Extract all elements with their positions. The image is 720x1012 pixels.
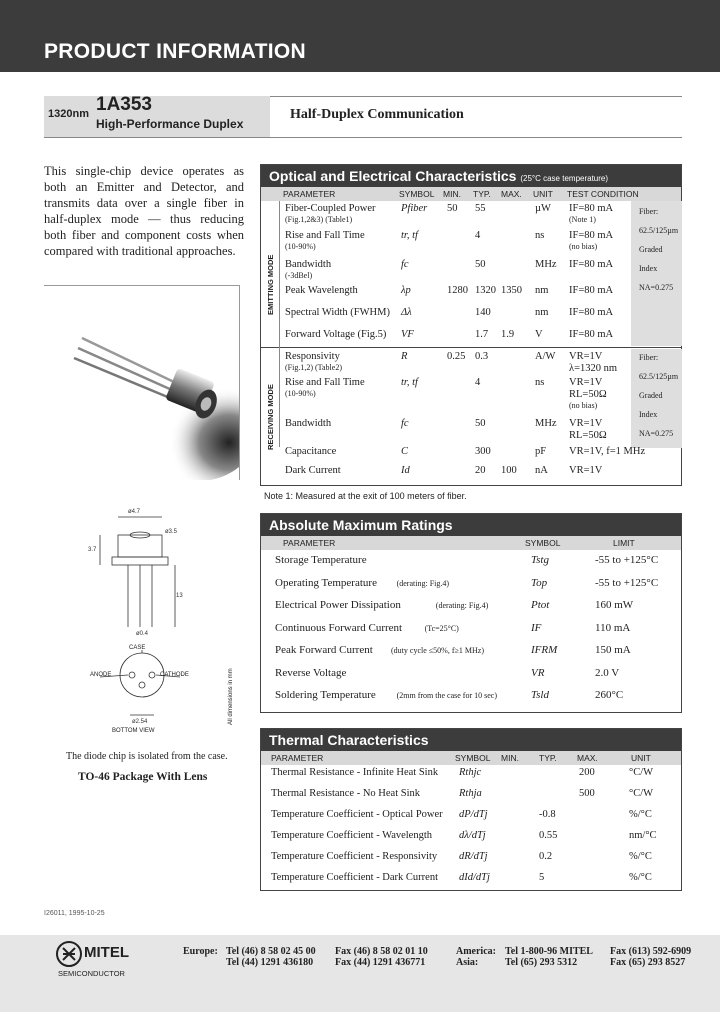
part-subtitle: High-Performance Duplex	[96, 117, 244, 131]
thermal-characteristics-table	[260, 728, 682, 891]
emit-unit: ns	[535, 230, 545, 241]
recv-symbol: Id	[401, 465, 410, 476]
optical-column-headers	[261, 187, 681, 201]
emit-typ: 4	[475, 230, 481, 241]
thermal-param: Temperature Coefficient - Dark Current	[271, 872, 439, 883]
amr-symbol: Tstg	[531, 554, 549, 566]
emit-unit: nm	[535, 307, 549, 318]
emit-param-note: (10-90%)	[285, 242, 316, 251]
recv-symbol: C	[401, 446, 409, 457]
recv-test: VR=1V, f=1 MHz	[569, 446, 646, 457]
th-col-max: MAX.	[577, 753, 598, 763]
recv-test-2: RL=50Ω	[569, 430, 607, 441]
emitting-mode-label: EMITTING MODE	[266, 254, 275, 315]
thermal-symbol: dλ/dTj	[459, 830, 486, 841]
thermal-symbol: Rthja	[459, 788, 482, 799]
america-label: America:	[456, 946, 496, 957]
amr-param-note: (Tc=25°C)	[424, 623, 459, 633]
amr-param-note: (derating: Fig.4)	[435, 601, 489, 610]
col-typ: TYP.	[473, 189, 491, 199]
amr-symbol: Tsld	[531, 689, 549, 701]
amr-param: Reverse Voltage	[275, 666, 347, 679]
emit-param: Bandwidth	[285, 259, 332, 270]
recv-param: Responsivity	[285, 351, 340, 362]
amr-limit: -55 to +125°C	[595, 554, 659, 566]
emit-param: Peak Wavelength	[285, 285, 358, 296]
recv-unit: MHz	[535, 418, 557, 429]
amr-col-parameter: PARAMETER	[283, 538, 336, 548]
thermal-typ: 5	[539, 872, 545, 883]
dimensions-note: All dimensions in mm	[228, 668, 234, 725]
recv-min: 0.25	[447, 351, 466, 362]
brand-subtitle: SEMICONDUCTOR	[58, 969, 125, 978]
amr-col-limit: LIMIT	[613, 538, 635, 548]
emit-typ: 50	[475, 259, 486, 270]
page-title: PRODUCT INFORMATION	[44, 40, 306, 63]
asia-fax: Fax (65) 293 8527	[610, 957, 686, 968]
th-col-symbol: SYMBOL	[455, 753, 491, 763]
amr-limit: 2.0 V	[595, 666, 620, 679]
amr-param: Peak Forward Current	[275, 644, 373, 656]
th-col-typ: TYP.	[539, 753, 557, 763]
europe-fax-1: Fax (46) 8 58 02 01 10	[335, 946, 428, 957]
recv-typ: 0.3	[475, 351, 489, 362]
recv-max: 100	[501, 465, 517, 476]
thermal-param: Temperature Coefficient - Optical Power	[271, 809, 443, 820]
optical-table-note: (25°C case temperature)	[520, 174, 609, 183]
emit-param-note: (Fig.1,2&3) (Table1)	[285, 215, 353, 224]
recv-fiber-line: 62.5/125µm	[639, 372, 679, 381]
recv-symbol: fc	[401, 418, 409, 429]
thermal-unit: °C/W	[629, 788, 654, 799]
recv-symbol: tr, tf	[401, 377, 418, 388]
recv-typ: 20	[475, 465, 486, 476]
package-caption: TO-46 Package With Lens	[78, 771, 208, 783]
emit-param: Fiber-Coupled Power	[285, 203, 376, 214]
case-label: CASE	[129, 645, 146, 651]
emit-fiber-line: Fiber:	[639, 207, 659, 216]
recv-param: Rise and Fall Time	[285, 377, 365, 388]
header-rule-bottom	[44, 137, 682, 138]
europe-fax-2: Fax (44) 1291 436771	[335, 957, 426, 968]
amr-symbol: Top	[531, 576, 548, 589]
emit-typ: 140	[475, 307, 491, 318]
thermal-param: Thermal Resistance - Infinite Heat Sink	[271, 767, 439, 778]
emit-unit: V	[535, 329, 543, 340]
header-rule	[270, 96, 682, 97]
amr-symbol: Ptot	[531, 599, 550, 611]
emit-test: IF=80 mA	[569, 230, 614, 241]
emit-symbol: fc	[401, 259, 409, 270]
svg-text:ø2.54: ø2.54	[132, 719, 148, 725]
svg-text:3.7: 3.7	[88, 547, 97, 553]
receiving-mode-label: RECEIVING MODE	[266, 384, 275, 450]
product-title: Half-Duplex Communication	[290, 107, 464, 122]
america-fax: Fax (613) 592-6909	[610, 946, 692, 957]
thermal-param: Thermal Resistance - No Heat Sink	[271, 788, 420, 799]
asia-label: Asia:	[456, 957, 479, 968]
thermal-unit: nm/°C	[629, 830, 657, 841]
amr-header: Absolute Maximum Ratings	[261, 514, 681, 536]
amr-limit: 150 mA	[595, 644, 631, 656]
recv-param: Capacitance	[285, 446, 337, 457]
recv-typ: 4	[475, 377, 481, 388]
col-unit: UNIT	[533, 189, 553, 199]
emit-test: IF=80 mA	[569, 203, 614, 214]
emit-param: Rise and Fall Time	[285, 230, 365, 241]
recv-fiber-line: NA=0.275	[639, 429, 674, 438]
thermal-param: Temperature Coefficient - Responsivity	[271, 851, 438, 862]
thermal-max: 500	[579, 788, 595, 799]
emit-min: 1280	[447, 285, 468, 296]
svg-text:ø3.5: ø3.5	[165, 529, 178, 535]
recv-fiber-line: Graded	[639, 391, 663, 400]
emit-test-note: (no bias)	[569, 242, 598, 251]
optical-electrical-table	[260, 164, 682, 486]
europe-tel-2: Tel (44) 1291 436180	[226, 957, 314, 968]
thermal-unit: %/°C	[629, 872, 652, 883]
emit-symbol: Δλ	[401, 307, 412, 318]
footnote-1: Note 1: Measured at the exit of 100 meters of fiber.	[264, 491, 467, 501]
recv-param-note: (Fig.1,2) (Table2)	[285, 363, 342, 372]
emit-param-note: (-3dBel)	[285, 271, 313, 280]
recv-test-2: λ=1320 nm	[569, 363, 618, 374]
col-test-condition: TEST CONDITION	[567, 189, 639, 199]
th-col-min: MIN.	[501, 753, 519, 763]
recv-unit: A/W	[535, 351, 556, 362]
amr-symbol: VR	[531, 666, 545, 679]
recv-test: VR=1V	[569, 465, 603, 476]
amr-limit: 160 mW	[595, 599, 634, 611]
optical-table-title: Optical and Electrical Characteristics	[269, 168, 517, 184]
col-max: MAX.	[501, 189, 522, 199]
amr-limit: -55 to +125°C	[595, 576, 659, 589]
absolute-max-ratings-table	[260, 513, 682, 713]
emit-symbol: tr, tf	[401, 230, 418, 241]
europe-label: Europe:	[183, 946, 218, 957]
svg-text:13: 13	[176, 593, 183, 599]
th-col-unit: UNIT	[631, 753, 651, 763]
recv-param: Bandwidth	[285, 418, 332, 429]
isolation-note: The diode chip is isolated from the case.	[66, 751, 228, 762]
col-min: MIN.	[443, 189, 461, 199]
mode-divider	[261, 347, 681, 348]
cathode-label: CATHODE	[160, 672, 189, 678]
thermal-column-headers	[261, 751, 681, 765]
thermal-unit: °C/W	[629, 767, 654, 778]
emit-test: IF=80 mA	[569, 329, 614, 340]
recv-unit: ns	[535, 377, 545, 388]
amr-param: Soldering Temperature	[275, 689, 376, 701]
product-photo	[44, 285, 240, 480]
thermal-param: Temperature Coefficient - Wavelength	[271, 830, 433, 841]
amr-param-note: (duty cycle ≤50%, f≥1 MHz)	[391, 646, 484, 655]
amr-param-note: (derating: Fig.4)	[396, 578, 450, 588]
thermal-header: Thermal Characteristics	[261, 729, 681, 751]
recv-test-2: RL=50Ω	[569, 389, 607, 400]
optical-table-header	[261, 165, 681, 187]
emit-test: IF=80 mA	[569, 307, 614, 318]
recv-unit: nA	[535, 465, 548, 476]
mode-column-rule	[279, 201, 280, 447]
emit-min: 50	[447, 203, 458, 214]
svg-text:ø4.7: ø4.7	[128, 509, 141, 515]
amr-col-symbol: SYMBOL	[525, 538, 561, 548]
thermal-symbol: dP/dTj	[459, 809, 488, 820]
emit-test: IF=80 mA	[569, 259, 614, 270]
bottom-view-label: BOTTOM VIEW	[112, 728, 155, 734]
recv-param-note: (10-90%)	[285, 389, 316, 398]
document-id: I26011, 1995-10-25	[44, 910, 105, 917]
emit-typ: 1.7	[475, 329, 489, 340]
amr-param-note: (2mm from the case for 10 sec)	[396, 691, 497, 700]
intro-paragraph: This single-chip device operates as both an Emitter and Detector, and transmits data over a single fiber in half-duplex mode — thus reducing both fiber and component costs when compared with traditional approaches.	[44, 164, 244, 259]
thermal-max: 200	[579, 767, 595, 778]
thermal-symbol: Rthjc	[459, 767, 482, 778]
thermal-symbol: dR/dTj	[459, 851, 488, 862]
amr-limit: 110 mA	[595, 621, 631, 634]
emit-param: Spectral Width (FWHM)	[285, 307, 390, 318]
thermal-symbol: dId/dTj	[459, 872, 490, 883]
package-drawing	[60, 505, 250, 745]
recv-symbol: R	[401, 351, 408, 362]
emit-fiber-shade	[631, 201, 682, 346]
amr-symbol: IFRM	[531, 644, 558, 656]
recv-test: VR=1V	[569, 377, 603, 388]
amr-limit: 260°C	[595, 689, 624, 701]
emit-param: Forward Voltage (Fig.5)	[285, 329, 387, 340]
thermal-unit: %/°C	[629, 851, 652, 862]
amr-param: Electrical Power Dissipation	[275, 599, 401, 611]
brand-name: MITEL	[84, 944, 129, 961]
emit-unit: nm	[535, 285, 549, 296]
emit-symbol: VF	[401, 329, 414, 340]
recv-unit: pF	[535, 446, 547, 457]
col-parameter: PARAMETER	[283, 189, 336, 199]
recv-test: VR=1V	[569, 351, 603, 362]
amr-column-headers	[261, 536, 681, 550]
mitel-logo-icon	[56, 941, 82, 967]
emit-fiber-line: Graded	[639, 245, 663, 254]
amr-param: Continuous Forward Current	[275, 621, 403, 634]
europe-tel-1: Tel (46) 8 58 02 45 00	[226, 946, 316, 957]
anode-label: ANODE	[90, 672, 112, 678]
thermal-unit: %/°C	[629, 809, 652, 820]
emit-test: IF=80 mA	[569, 285, 614, 296]
asia-tel: Tel (65) 293 5312	[505, 957, 578, 968]
recv-fiber-line: Index	[639, 410, 658, 419]
th-col-parameter: PARAMETER	[271, 753, 324, 763]
emit-symbol: Pfiber	[401, 203, 428, 214]
amr-symbol: IF	[531, 621, 542, 634]
recv-test-3: (no bias)	[569, 401, 598, 410]
emit-max: 1350	[501, 285, 522, 296]
col-symbol: SYMBOL	[399, 189, 435, 199]
emit-symbol: λp	[401, 285, 411, 296]
amr-param: Operating Temperature	[275, 576, 377, 589]
svg-text:ø0.4: ø0.4	[136, 631, 149, 637]
recv-fiber-line: Fiber:	[639, 353, 659, 362]
emit-unit: µW	[535, 203, 551, 214]
emit-unit: MHz	[535, 259, 557, 270]
thermal-typ: -0.8	[539, 809, 556, 820]
part-number: 1A353	[96, 94, 152, 115]
emit-typ: 55	[475, 203, 486, 214]
emit-typ: 1320	[475, 285, 496, 296]
recv-typ: 50	[475, 418, 486, 429]
emit-fiber-line: Index	[639, 264, 658, 273]
emit-fiber-line: 62.5/125µm	[639, 226, 679, 235]
america-tel: Tel 1-800-96 MITEL	[505, 946, 593, 957]
amr-param: Storage Temperature	[275, 554, 367, 566]
thermal-typ: 0.2	[539, 851, 553, 862]
recv-typ: 300	[475, 446, 491, 457]
emit-fiber-line: NA=0.275	[639, 283, 674, 292]
emit-max: 1.9	[501, 329, 515, 340]
recv-test: VR=1V	[569, 418, 603, 429]
recv-param: Dark Current	[285, 465, 341, 476]
emit-test-note: (Note 1)	[569, 215, 596, 224]
thermal-typ: 0.55	[539, 830, 558, 841]
wavelength-label: 1320nm	[48, 108, 89, 120]
